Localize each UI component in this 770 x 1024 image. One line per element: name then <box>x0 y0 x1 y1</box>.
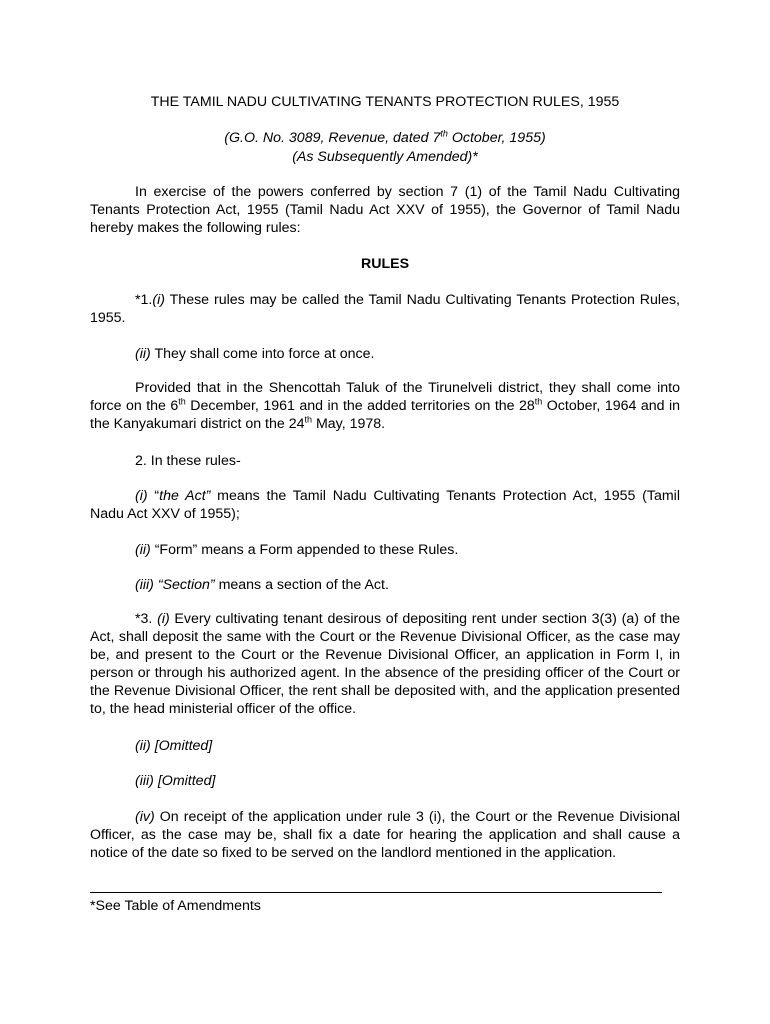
rules-heading: RULES <box>360 256 410 272</box>
rule-1-i: *1.(i) These rules may be called the Tamil Nadu Cultivating Tenants Protection Rules, 1955. <box>90 292 680 326</box>
definition-i: (i) “the Act” means the Tamil Nadu Cultivating Tenants Protection Act, 1955 (Tamil Nadu Act XXV of 1955); <box>90 488 680 522</box>
proviso-paragraph: Provided that in the Shencottah Taluk of the Tirunelveli district, they shall come into force on the 6th December, 1961 and in the added territories on the 28th October, 1964 and in the Kanyakumari district on the 24th May, 1978. <box>90 380 680 432</box>
go-reference: (G.O. No. 3089, Revenue, dated 7th October, 1955) <box>224 128 546 146</box>
go-reference-text: (G.O. No. 3089, Revenue, dated 7 <box>224 130 441 146</box>
rule-3-iv: (iv) On receipt of the application under rule 3 (i), the Court or the Revenue Divisional Officer, as the case may be, shall fix a date for hearing the application and shall cause a notice of the date so fixed to be served on the landlord mentioned in the application. <box>90 809 680 861</box>
rule-1-ii: (ii) They shall come into force at once. <box>135 346 375 362</box>
rule-2: 2. In these rules- <box>135 453 241 469</box>
amendment-note: (As Subsequently Amended)* <box>292 149 478 165</box>
preamble-paragraph: In exercise of the powers conferred by section 7 (1) of the Tamil Nadu Cultivating Tenants Protection Act, 1955 (Tamil Nadu Act XXV of 1955), the Governor of Tamil Nadu hereby makes the following rules: <box>90 184 680 236</box>
footnote-divider <box>90 892 662 893</box>
footnote: *See Table of Amendments <box>90 898 261 914</box>
document-title: THE TAMIL NADU CULTIVATING TENANTS PROTECTION RULES, 1955 <box>150 94 620 110</box>
rule-3-iii: (iii) [Omitted] <box>135 773 216 789</box>
definition-ii: (ii) “Form” means a Form appended to these Rules. <box>135 542 459 558</box>
definition-iii: (iii) “Section” means a section of the Act. <box>135 577 389 593</box>
rule-3-i: *3. (i) Every cultivating tenant desirous of depositing rent under section 3(3) (a) of the Act, shall deposit the same with the Court or the Revenue Divisional Officer, as the case may be, and present to the Court or the Revenue Divisional Officer, an application in Form I, in person or through his authorized agent. In the absence of the presiding officer of the Court or the Revenue Divisional Officer, the rent shall be deposited with, and the application presented to, the head ministerial officer of the office. <box>90 611 680 717</box>
rule-3-ii: (ii) [Omitted] <box>135 738 213 754</box>
